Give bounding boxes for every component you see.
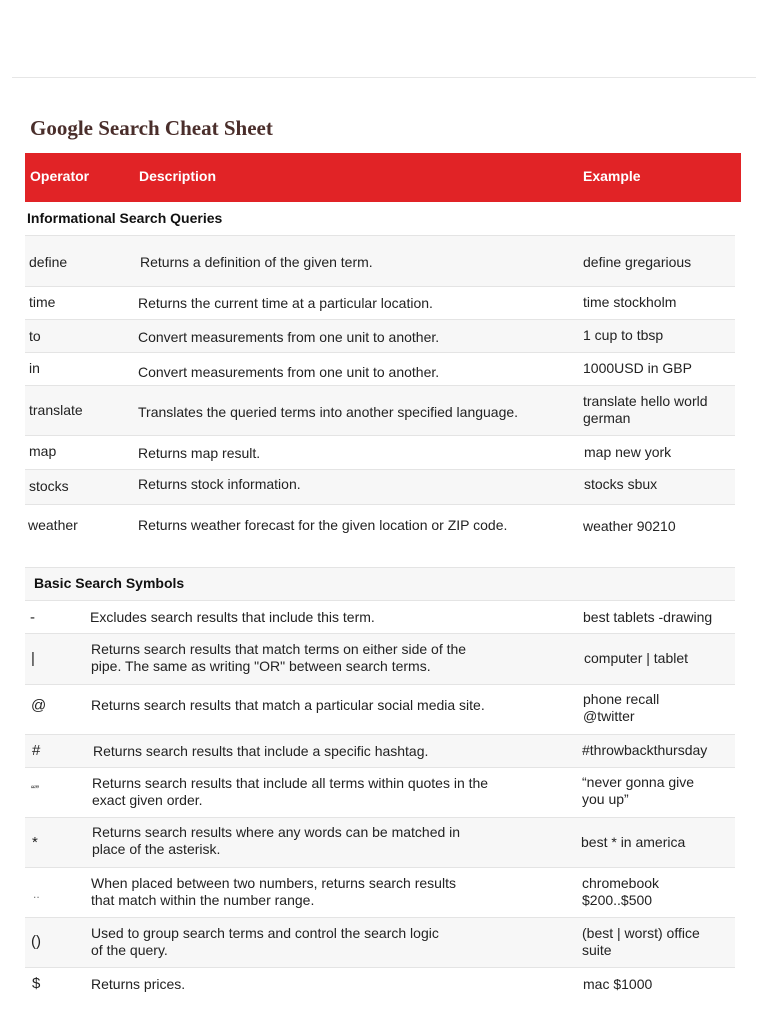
example-line: you up”: [582, 791, 629, 807]
table-row: [25, 817, 735, 867]
description-line: When placed between two numbers, returns search results: [91, 875, 456, 891]
description-cell: Returns a definition of the given term.: [140, 254, 373, 270]
operator-cell: map: [29, 443, 57, 459]
table-row: [25, 684, 735, 734]
example-cell: [583, 393, 708, 427]
operator-cell: -: [30, 609, 35, 626]
description-cell: Convert measurements from one unit to another.: [138, 364, 440, 380]
example-cell: [582, 925, 700, 959]
section-title-basic: Basic Search Symbols: [34, 575, 185, 591]
example-line: phone recall: [583, 691, 660, 707]
page-title: Google Search Cheat Sheet: [30, 116, 273, 140]
table-row: [25, 469, 735, 504]
example-cell: map new york: [584, 444, 672, 460]
operator-cell: translate: [29, 402, 83, 418]
example-cell: best * in america: [581, 834, 686, 850]
table-row: [25, 235, 735, 286]
example-cell: 1 cup to tbsp: [583, 327, 664, 343]
description-cell: [91, 875, 456, 909]
table-header: [25, 153, 741, 202]
header-operator: Operator: [30, 168, 90, 184]
table-row: [25, 967, 735, 1000]
description-line: Returns search results that include all terms within quotes in the: [92, 775, 489, 791]
description-line: that match within the number range.: [91, 892, 315, 908]
operator-cell: |: [31, 650, 35, 667]
example-cell: mac $1000: [583, 976, 653, 992]
example-cell: computer | tablet: [584, 650, 689, 666]
description-cell: Excludes search results that include this term.: [90, 609, 375, 625]
header-example: Example: [583, 168, 641, 184]
operator-cell: weather: [28, 517, 78, 533]
description-cell: [92, 775, 488, 809]
table-row: [25, 867, 735, 917]
example-line: chromebook: [582, 875, 660, 891]
description-cell: Translates the queried terms into another specified language.: [138, 404, 519, 420]
description-line: pipe. The same as writing "OR" between search terms.: [91, 658, 431, 674]
description-cell: Returns search results that match a particular social media site.: [91, 697, 485, 713]
table-row: [25, 352, 735, 385]
operator-cell: $: [32, 975, 41, 992]
example-cell: [582, 875, 659, 909]
operator-cell: #: [32, 742, 41, 759]
description-line: place of the asterisk.: [92, 841, 221, 857]
description-line: Returns search results where any words can be matched in: [92, 824, 461, 840]
table-row: [25, 286, 735, 319]
operator-cell: define: [29, 254, 68, 270]
section-header-row: [25, 567, 735, 600]
operator-cell: (): [31, 933, 41, 950]
table-row: [25, 319, 735, 352]
example-line: german: [583, 410, 631, 426]
example-cell: [582, 774, 694, 808]
operator-cell: @: [31, 697, 47, 714]
top-divider: [12, 77, 756, 78]
operator-cell: in: [29, 360, 40, 376]
operator-cell: time: [29, 294, 56, 310]
description-line: of the query.: [91, 942, 168, 958]
table-row: [25, 734, 735, 767]
table-row: [25, 633, 735, 684]
table-row: [25, 600, 735, 633]
example-line: @twitter: [583, 708, 635, 724]
section-title-informational: Informational Search Queries: [27, 210, 223, 226]
description-cell: Returns stock information.: [138, 476, 301, 492]
description-cell: [91, 925, 439, 959]
operator-cell: ..: [33, 887, 40, 901]
table-row: [25, 435, 735, 469]
header-description: Description: [139, 168, 217, 184]
table-row: [25, 385, 735, 435]
operator-cell: “”: [31, 783, 39, 797]
table-row: [25, 917, 735, 967]
table-row: [25, 767, 735, 817]
description-line: Returns search results that match terms on either side of the: [91, 641, 467, 657]
example-cell: define gregarious: [583, 254, 692, 270]
operator-cell: *: [32, 834, 38, 851]
example-line: (best | worst) office: [582, 925, 700, 941]
operator-cell: stocks: [29, 478, 69, 494]
description-cell: Returns the current time at a particular location.: [138, 295, 433, 311]
description-cell: [91, 641, 466, 675]
description-cell: [92, 824, 460, 858]
table-row: [25, 504, 735, 549]
example-line: “never gonna give: [582, 774, 695, 790]
description-cell: Returns map result.: [138, 445, 261, 461]
example-line: translate hello world: [583, 393, 708, 409]
example-cell: #throwbackthursday: [582, 742, 708, 758]
description-line: Used to group search terms and control the search logic: [91, 925, 439, 941]
description-cell: Convert measurements from one unit to another.: [138, 329, 440, 345]
example-cell: weather 90210: [583, 518, 676, 534]
example-cell: stocks sbux: [584, 476, 658, 492]
description-cell: Returns prices.: [91, 976, 186, 992]
example-cell: 1000USD in GBP: [583, 360, 692, 376]
description-cell: Returns search results that include a specific hashtag.: [93, 743, 429, 759]
example-line: suite: [582, 942, 612, 958]
example-line: $200..$500: [582, 892, 653, 908]
example-cell: best tablets -drawing: [583, 609, 713, 625]
example-cell: [583, 691, 659, 725]
operator-cell: to: [29, 328, 41, 344]
example-cell: time stockholm: [583, 294, 677, 310]
description-line: exact given order.: [92, 792, 203, 808]
description-cell: Returns weather forecast for the given location or ZIP code.: [138, 517, 508, 533]
